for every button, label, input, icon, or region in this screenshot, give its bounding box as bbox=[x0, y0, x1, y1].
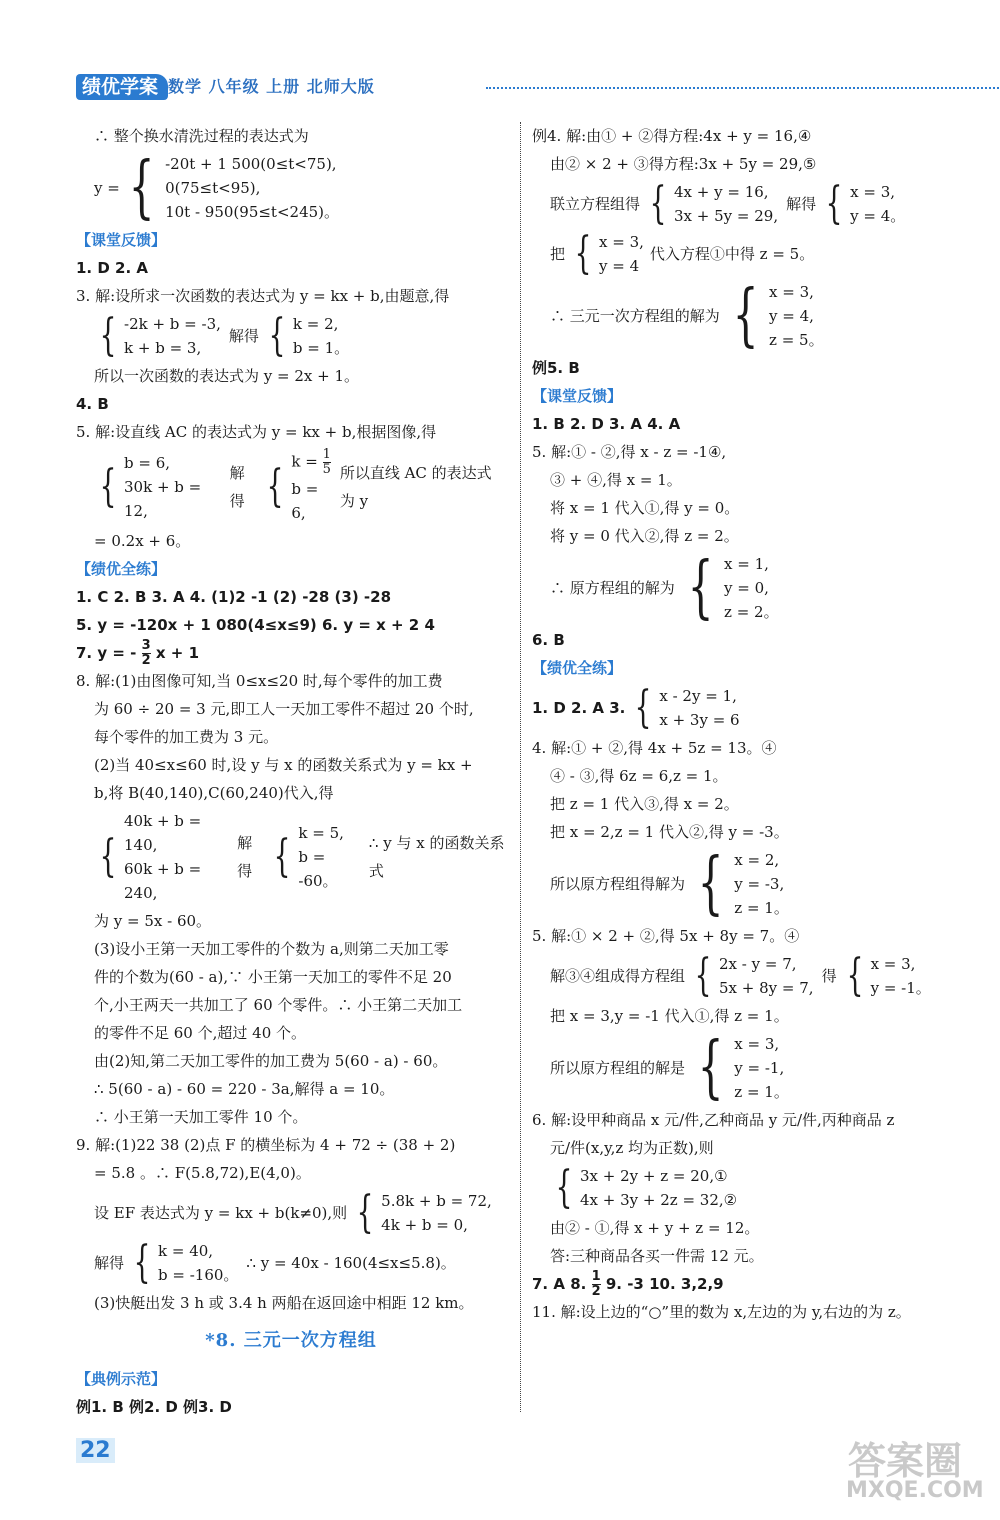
brand-badge: 绩优学案 bbox=[76, 74, 168, 100]
answer-line bbox=[76, 639, 506, 667]
left-column bbox=[76, 122, 506, 1421]
page-header bbox=[76, 74, 956, 104]
brace-icon: { bbox=[697, 844, 724, 923]
section-title: 【绩优全练】 bbox=[532, 659, 623, 677]
brace-icon: { bbox=[99, 310, 117, 361]
system-rows bbox=[381, 1189, 492, 1237]
system-rows bbox=[124, 312, 221, 360]
system-row: k = 2, bbox=[292, 315, 339, 333]
text-line: 9. -3 10. 3,2,9 bbox=[605, 1275, 724, 1293]
right-column bbox=[532, 122, 972, 1326]
system-row: x = 2, bbox=[734, 851, 780, 869]
system-row: x = 1, bbox=[724, 555, 769, 573]
brace-icon: { bbox=[634, 682, 652, 733]
text-line: 解得 bbox=[786, 195, 817, 213]
equation-system bbox=[532, 952, 972, 1000]
system-row: y = -1, bbox=[734, 1059, 785, 1077]
system-row: y = 4 bbox=[599, 257, 640, 275]
equation-system bbox=[532, 1028, 972, 1107]
text-line: ④ - ③,得 6z = 6,z = 1。 bbox=[550, 767, 728, 785]
text-line: 所以原方程组得解为 bbox=[550, 875, 686, 893]
equation-system bbox=[532, 230, 972, 278]
watermark-logo: 答案圈 bbox=[848, 1439, 963, 1483]
text-line: 解③④组成得方程组 bbox=[550, 967, 686, 985]
header-title: 数学 八年级 上册 北师大版 bbox=[168, 77, 375, 96]
brace-icon: { bbox=[825, 178, 843, 229]
system-rows bbox=[674, 180, 778, 228]
system-row: -20t + 1 500(0≤t<75), bbox=[165, 155, 337, 173]
text-line: ∴ 整个换水清洗过程的表达式为 bbox=[94, 127, 309, 145]
answer-line: 4. B bbox=[76, 395, 109, 413]
system-rows bbox=[734, 848, 789, 920]
text-line: 将 y = 0 代入②,得 z = 2。 bbox=[550, 527, 739, 545]
text-line: 为 y = 5x - 60。 bbox=[94, 912, 212, 930]
system-rows bbox=[291, 448, 333, 525]
fraction bbox=[142, 639, 151, 668]
answer-line: 5. y = -120x + 1 080(4≤x≤9) 6. y = x + 2 4 bbox=[76, 616, 435, 634]
text-line: 5. 解:设直线 AC 的表达式为 y = kx + b,根据图像,得 bbox=[76, 423, 437, 441]
text-line: 由(2)知,第二天加工零件的加工费为 5(60 - a) - 60。 bbox=[94, 1052, 448, 1070]
text-line: (3)设小王第一天加工零件的个数为 a,则第二天加工零 bbox=[94, 940, 449, 958]
brace-icon: { bbox=[128, 148, 155, 227]
answer-line: 6. B bbox=[532, 631, 565, 649]
system-row: 4k + b = 0, bbox=[381, 1216, 468, 1234]
text-line: 联立方程组得 bbox=[550, 195, 641, 213]
brace-icon: { bbox=[268, 310, 286, 361]
system-row: x = 3, bbox=[870, 955, 916, 973]
brace-icon: { bbox=[846, 950, 863, 1001]
fraction bbox=[323, 448, 331, 477]
answer-line: 1. C 2. B 3. A 4. (1)2 -1 (2) -28 (3) -28 bbox=[76, 588, 391, 606]
system-row: x = 3, bbox=[850, 183, 896, 201]
text-line: 由② × 2 + ③得方程:3x + 5y = 29,⑤ bbox=[550, 155, 817, 173]
text-line: 解得 bbox=[94, 1254, 125, 1272]
text-line: 11. 解:设上边的“○”里的数为 x,左边的为 y,右边的为 z。 bbox=[532, 1303, 911, 1321]
equation-system bbox=[532, 180, 972, 228]
text-line: 件的个数为(60 - a),∵ 小王第一天加工的零件不足 20 bbox=[94, 968, 452, 986]
fraction bbox=[592, 1270, 601, 1299]
text-line: 答:三种商品各买一件需 12 元。 bbox=[550, 1247, 764, 1265]
text-line: 元/件(x,y,z 均为正数),则 bbox=[550, 1139, 714, 1157]
answer-line: 1. B 2. D 3. A 4. A bbox=[532, 415, 681, 433]
system-rows bbox=[298, 821, 363, 893]
section-title: 【课堂反馈】 bbox=[76, 231, 167, 249]
text-line: = 5.8 。∴ F(5.8,72),E(4,0)。 bbox=[94, 1164, 311, 1182]
system-rows bbox=[580, 1164, 737, 1212]
text-line: 6. 解:设甲种商品 x 元/件,乙种商品 y 元/件,丙种商品 z bbox=[532, 1111, 895, 1129]
fraction-numerator: 1 bbox=[591, 1269, 601, 1284]
system-row: x + 3y = 6 bbox=[659, 711, 740, 729]
system-rows bbox=[871, 952, 931, 1000]
system-row: k + b = 3, bbox=[124, 339, 202, 357]
text-line: 设 EF 表达式为 y = kx + b(k≠0),则 bbox=[94, 1204, 348, 1222]
equation-system bbox=[532, 548, 972, 627]
text-line: 4. 解:① + ②,得 4x + 5z = 13。④ bbox=[532, 739, 777, 757]
page-number: 22 bbox=[76, 1438, 115, 1463]
text-line: 3. 解:设所求一次函数的表达式为 y = kx + b,由题意,得 bbox=[76, 287, 450, 305]
system-rows bbox=[724, 552, 779, 624]
text-line: 所以直线 AC 的表达式为 y bbox=[339, 463, 492, 510]
system-row: 40k + b = 140, bbox=[124, 812, 202, 854]
brace-icon: { bbox=[555, 1162, 573, 1213]
text-line: 例4. 解:由① + ②得方程:4x + y = 16,④ bbox=[532, 127, 812, 145]
fraction-denominator: 5 bbox=[322, 462, 331, 477]
system-rows bbox=[293, 312, 349, 360]
system-row: b = 1。 bbox=[292, 339, 350, 357]
text-line: ∴ 5(60 - a) - 60 = 220 - 3a,解得 a = 10。 bbox=[94, 1080, 395, 1098]
text-line: = 0.2x + 6。 bbox=[94, 532, 191, 550]
text-line: (2)当 40≤x≤60 时,设 y 与 x 的函数关系式为 y = kx + bbox=[94, 756, 473, 774]
text-line: 8. 解:(1)由图像可知,当 0≤x≤20 时,每个零件的加工费 bbox=[76, 672, 443, 690]
text-line: 5. 解:① × 2 + ②,得 5x + 8y = 7。④ bbox=[532, 927, 800, 945]
text-line: 把 bbox=[550, 245, 566, 263]
text-line: x + 1 bbox=[155, 644, 200, 662]
text-line: 得 bbox=[821, 967, 837, 985]
text-line: 所以一次函数的表达式为 y = 2x + 1。 bbox=[94, 367, 359, 385]
system-rows bbox=[769, 280, 824, 352]
brace-icon: { bbox=[732, 276, 759, 355]
system-row: 4x + 3y + 2z = 32,② bbox=[580, 1191, 738, 1209]
equation-system bbox=[76, 809, 506, 905]
text-line: 7. y = - bbox=[76, 644, 137, 662]
equation-system bbox=[76, 1239, 506, 1287]
chapter-title: *8. 三元一次方程组 bbox=[205, 1330, 377, 1351]
system-row: 30k + b = 12, bbox=[124, 477, 202, 520]
text-line: (3)快艇出发 3 h 或 3.4 h 两船在返回途中相距 12 km。 bbox=[94, 1294, 474, 1312]
system-row: b = -60。 bbox=[298, 848, 338, 890]
brace-icon: { bbox=[649, 178, 667, 229]
system-row: x - 2y = 1, bbox=[659, 687, 737, 705]
system-row: 5.8k + b = 72, bbox=[381, 1192, 492, 1210]
text-line: 的零件不足 60 个,超过 40 个。 bbox=[94, 1024, 307, 1042]
system-row: 60k + b = 240, bbox=[124, 860, 202, 902]
system-rows bbox=[719, 952, 814, 1000]
answer-line: 例5. B bbox=[532, 359, 580, 377]
equation-system bbox=[76, 312, 506, 360]
fraction-numerator: 1 bbox=[322, 447, 331, 462]
text-line: 把 z = 1 代入③,得 x = 2。 bbox=[550, 795, 739, 813]
text-line: ∴ 原方程组的解为 bbox=[550, 579, 675, 597]
section-title: 【课堂反馈】 bbox=[532, 387, 623, 405]
equation-system bbox=[532, 1164, 972, 1212]
system-row: 10t - 950(95≤t<245)。 bbox=[165, 203, 340, 221]
text-line: 把 x = 2,z = 1 代入②,得 y = -3。 bbox=[550, 823, 789, 841]
system-row: 5x + 8y = 7, bbox=[719, 979, 814, 997]
system-rows bbox=[165, 152, 339, 224]
column-divider bbox=[520, 122, 521, 1412]
text-line: 所以原方程组的解是 bbox=[550, 1059, 686, 1077]
brace-icon: { bbox=[687, 548, 714, 627]
text-line: 代入方程①中得 z = 5。 bbox=[649, 245, 815, 263]
system-rows bbox=[124, 451, 222, 523]
system-row: y = 4, bbox=[769, 307, 814, 325]
system-row: 2x - y = 7, bbox=[719, 955, 797, 973]
text-line: 由② - ①,得 x + y + z = 12。 bbox=[550, 1219, 760, 1237]
text-line: ∴ 小王第一天加工零件 10 个。 bbox=[94, 1108, 308, 1126]
system-row: x = 3, bbox=[599, 233, 644, 251]
system-rows bbox=[850, 180, 905, 228]
system-row bbox=[291, 448, 333, 477]
system-row: 4x + y = 16, bbox=[674, 183, 769, 201]
brace-icon: { bbox=[356, 1187, 374, 1238]
brace-icon: { bbox=[697, 1028, 724, 1107]
text-line: 5. 解:① - ②,得 x - z = -1④, bbox=[532, 443, 727, 461]
text-line: 解得 bbox=[229, 463, 245, 510]
system-row: -2k + b = -3, bbox=[124, 315, 221, 333]
answer-line bbox=[532, 1270, 972, 1298]
equation-system bbox=[76, 448, 506, 525]
text-line: k = bbox=[291, 452, 318, 471]
equation-system bbox=[532, 844, 972, 923]
watermark-url: MXQE.COM bbox=[846, 1478, 984, 1503]
equation-system bbox=[532, 684, 972, 732]
header-dotted-line bbox=[486, 87, 1000, 89]
brace-icon: { bbox=[694, 950, 712, 1001]
text-line: ∴ 三元一次方程组的解为 bbox=[550, 307, 720, 325]
system-row: z = 5。 bbox=[769, 331, 824, 349]
system-row: b = -160。 bbox=[158, 1266, 239, 1284]
section-title: 【典例示范】 bbox=[76, 1370, 167, 1388]
text-line: 把 x = 3,y = -1 代入①,得 z = 1。 bbox=[550, 1007, 789, 1025]
system-rows bbox=[599, 230, 644, 278]
text-line: 解得 bbox=[237, 834, 253, 880]
system-row: z = 1。 bbox=[734, 899, 789, 917]
equation-system bbox=[76, 1189, 506, 1237]
text-line: ③ + ④,得 x = 1。 bbox=[550, 471, 682, 489]
text-line: b,将 B(40,140),C(60,240)代入,得 bbox=[94, 784, 334, 802]
brace-icon: { bbox=[266, 460, 284, 512]
text-line: 每个零件的加工费为 3 元。 bbox=[94, 728, 279, 746]
text-line: y = bbox=[94, 179, 120, 197]
system-row: k = 5, bbox=[298, 824, 344, 842]
system-rows bbox=[124, 809, 229, 905]
system-row: y = 4。 bbox=[850, 207, 906, 225]
brace-icon: { bbox=[99, 460, 117, 512]
brace-icon: { bbox=[99, 831, 117, 882]
system-rows bbox=[158, 1239, 238, 1287]
system-row: y = 0, bbox=[724, 579, 769, 597]
system-row: b = 6, bbox=[124, 453, 171, 472]
system-row: z = 1。 bbox=[734, 1083, 789, 1101]
piecewise-system bbox=[76, 148, 506, 227]
system-row: x = 3, bbox=[769, 283, 814, 301]
brace-icon: { bbox=[133, 1237, 151, 1288]
system-row: 3x + 5y = 29, bbox=[674, 207, 779, 225]
text-line: 1. D 2. A 3. bbox=[532, 699, 626, 717]
brace-icon: { bbox=[574, 228, 592, 279]
text-line: ∴ y 与 x 的函数关系式 bbox=[368, 834, 505, 880]
equation-system bbox=[532, 276, 972, 355]
text-line: ∴ y = 40x - 160(4≤x≤5.8)。 bbox=[246, 1254, 456, 1272]
brace-icon: { bbox=[273, 831, 291, 882]
section-title: 【绩优全练】 bbox=[76, 560, 167, 578]
answer-line: 例1. B 例2. D 例3. D bbox=[76, 1398, 232, 1416]
system-row: 3x + 2y + z = 20,① bbox=[580, 1167, 728, 1185]
answer-line: 1. D 2. A bbox=[76, 259, 148, 277]
system-row: k = 40, bbox=[158, 1242, 214, 1260]
system-row: z = 2。 bbox=[724, 603, 779, 621]
fraction-denominator: 2 bbox=[591, 1284, 601, 1299]
text-line: 9. 解:(1)22 38 (2)点 F 的横坐标为 4 + 72 ÷ (38 + 2) bbox=[76, 1136, 456, 1154]
system-rows bbox=[659, 684, 739, 732]
system-row: y = -1。 bbox=[870, 979, 931, 997]
text-line: 为 60 ÷ 20 = 3 元,即工人一天加工零件不超过 20 个时, bbox=[94, 700, 474, 718]
text-line: 解得 bbox=[228, 327, 259, 345]
system-row: x = 3, bbox=[734, 1035, 780, 1053]
system-rows bbox=[734, 1032, 789, 1104]
system-row: 0(75≤t<95), bbox=[165, 179, 261, 197]
fraction-denominator: 2 bbox=[141, 653, 151, 668]
fraction-numerator: 3 bbox=[141, 638, 151, 653]
text-line: 7. A 8. bbox=[532, 1275, 587, 1293]
text-line: 将 x = 1 代入①,得 y = 0。 bbox=[550, 499, 740, 517]
system-row: b = 6, bbox=[291, 480, 319, 522]
system-row: y = -3, bbox=[734, 875, 785, 893]
text-line: 个,小王两天一共加工了 60 个零件。∴ 小王第二天加工 bbox=[94, 996, 463, 1014]
